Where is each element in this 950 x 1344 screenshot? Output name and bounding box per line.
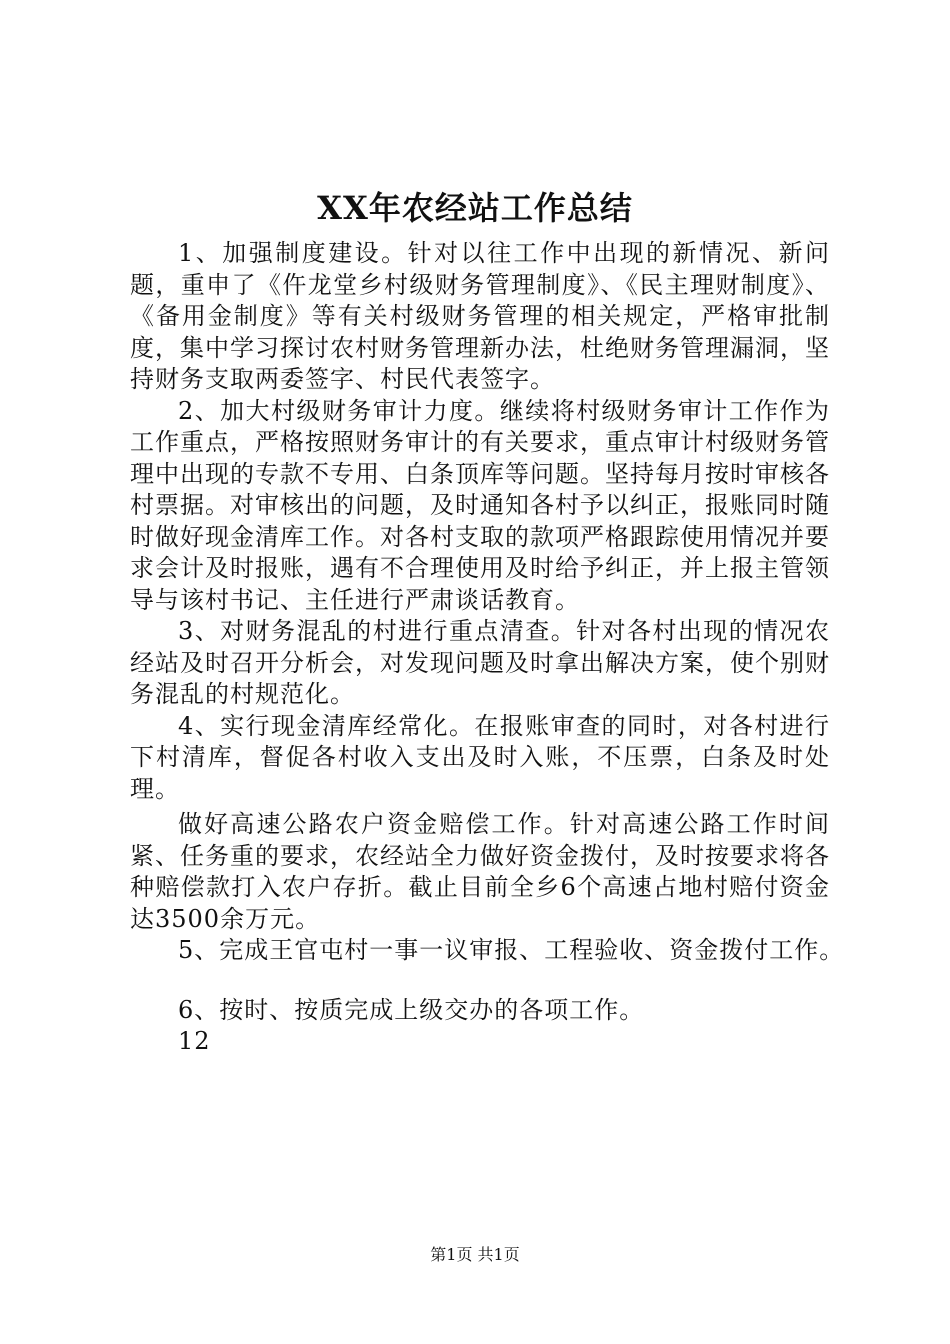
paragraph-1: 1、加强制度建设。针对以往工作中出现的新情况、新问题，重申了《仵龙堂乡村级财务管理制度》、《民主理财制度》、《备用金制度》等有关村级财务管理的相关规定，严格审批制度，集中学习探讨农村财务管理新办法，杜绝财务管理漏洞，坚持财务支取两委签字、村民代表签字。 — [130, 239, 830, 393]
paragraph-number: 12 — [178, 1027, 211, 1055]
page-footer: 第1页 共1页 — [430, 1245, 520, 1264]
paragraph-3: 3、对财务混乱的村进行重点清查。针对各村出现的情况农经站及时召开分析会，对发现问题及时拿出解决方案，使个别财务混乱的村规范化。 — [130, 617, 830, 708]
paragraph-6: 6、按时、按质完成上级交办的各项工作。 — [178, 995, 645, 1024]
document-body — [130, 238, 845, 1058]
paragraph-4: 4、实行现金清库经常化。在报账审查的同时，对各村进行下村清库，督促各村收入支出及时入账，不压票，白条及时处理。 — [130, 711, 830, 803]
document-title: XX年农经站工作总结 — [317, 189, 633, 227]
paragraph-2: 2、加大村级财务审计力度。继续将村级财务审计工作作为工作重点，严格按照财务审计的有关要求，重点审计村级财务管理中出现的专款不专用、白条顶库等问题。坚持每月按时审核各村票据。对审核出的问题，及时通知各村予以纠正，报账同时随时做好现金清库工作。对各村支取的款项严格跟踪使用情况并要求会计及时报账，遇有不合理使用及时给予纠正，并上报主管领导与该村书记、主任进行严肃谈话教育。 — [130, 396, 830, 614]
paragraph-highway: 做好高速公路农户资金赔偿工作。针对高速公路工作时间紧、任务重的要求，农经站全力做好资金拨付，及时按要求将各种赔偿款打入农户存折。截止目前全乡6个高速占地村赔付资金达3500余万元。 — [130, 810, 830, 933]
paragraph-5: 5、完成王官屯村一事一议审报、工程验收、资金拨付工作。 — [178, 936, 845, 964]
